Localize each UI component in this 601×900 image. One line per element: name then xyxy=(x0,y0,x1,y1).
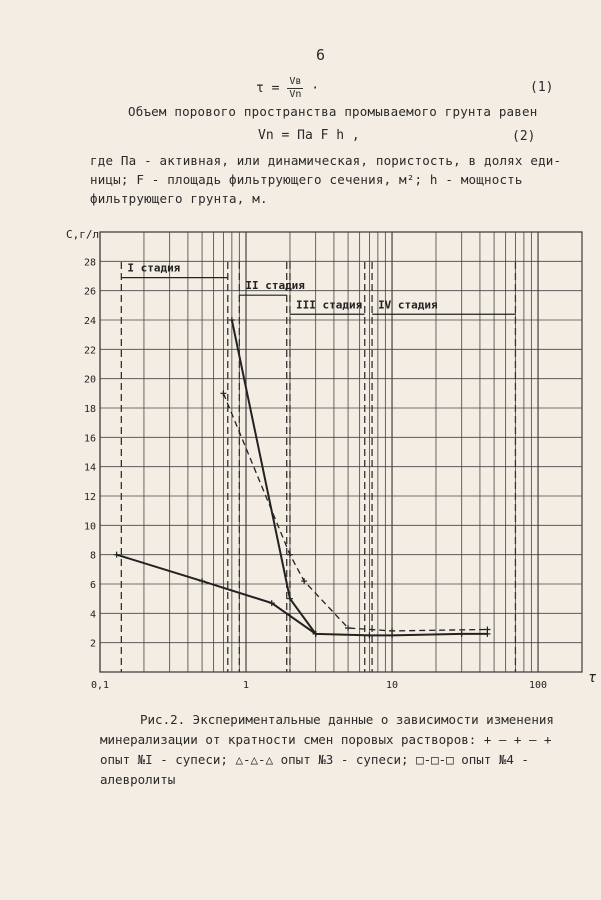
y-tick-label: 22 xyxy=(83,345,96,357)
formula-2-number: (2) xyxy=(512,129,536,144)
y-tick-label: 24 xyxy=(83,316,96,327)
y-tick-label: 26 xyxy=(83,286,96,298)
stage-label: III стадия xyxy=(295,298,363,312)
y-tick-label: 10 xyxy=(83,521,96,533)
series-point xyxy=(229,317,235,323)
formula-1-tail: · xyxy=(311,81,320,96)
y-tick-label: 2 xyxy=(89,638,96,650)
series-point xyxy=(287,552,293,558)
series-line xyxy=(232,320,316,634)
series-point xyxy=(389,628,395,634)
formula-1-lhs: τ = xyxy=(256,81,280,96)
stage-label: II стадия xyxy=(245,279,305,293)
y-tick-label: 6 xyxy=(89,580,96,591)
series-point xyxy=(114,552,120,558)
y-tick-label: 4 xyxy=(89,609,96,621)
definition-line-1: где Πa - активная, или динамическая, пористость, в долях еди- xyxy=(90,153,562,168)
y-tick-label: 8 xyxy=(89,550,96,562)
x-tick-label: 1 xyxy=(242,680,250,691)
x-tick-label: 0,1 xyxy=(90,680,110,691)
series-point xyxy=(459,631,465,637)
x-tick-label: 100 xyxy=(529,680,548,691)
x-tick-label: 10 xyxy=(386,680,399,691)
stage-label: IV стадия xyxy=(378,298,438,312)
caption-line-1: Рис.2. Экспериментальные данные о зависимости изменения xyxy=(140,712,554,727)
caption-line-2: минерализации от кратности смен поровых растворов: + — + — + xyxy=(100,732,552,747)
formula-2: Vn = Πa F h , xyxy=(258,128,360,143)
x-axis-label: τ xyxy=(588,670,597,686)
definition-line-2: ницы; F - площадь фильтрующего сечения, м²; h - мощность xyxy=(90,172,523,187)
series-line xyxy=(223,393,487,631)
sentence-1: Объем порового пространства промываемого грунта равен xyxy=(128,104,538,119)
definition-line-3: фильтрующего грунта, м. xyxy=(90,191,268,206)
y-axis-label: C,г/л xyxy=(66,228,100,241)
page-number: 6 xyxy=(316,46,326,64)
y-tick-label: 14 xyxy=(83,462,96,474)
caption-line-3: опыт №I - супеси; △-△-△ опыт №3 - супеси; □-□-□ опыт №4 - xyxy=(100,752,529,767)
formula-1-number: (1) xyxy=(530,80,554,95)
y-tick-label: 12 xyxy=(83,492,96,503)
y-tick-label: 18 xyxy=(83,404,96,415)
series-point xyxy=(484,626,490,632)
formula-1-numerator: Vв xyxy=(289,76,302,87)
series-line xyxy=(117,555,488,636)
y-tick-label: 28 xyxy=(83,257,96,269)
series-point xyxy=(301,578,307,584)
formula-1-denominator: Vn xyxy=(289,89,302,100)
stage-label: I стадия xyxy=(127,261,181,275)
series-point xyxy=(199,578,205,584)
caption-line-4: алевролиты xyxy=(100,772,176,787)
y-tick-label: 20 xyxy=(83,374,96,386)
y-tick-label: 16 xyxy=(83,433,96,445)
series-point xyxy=(220,390,226,396)
